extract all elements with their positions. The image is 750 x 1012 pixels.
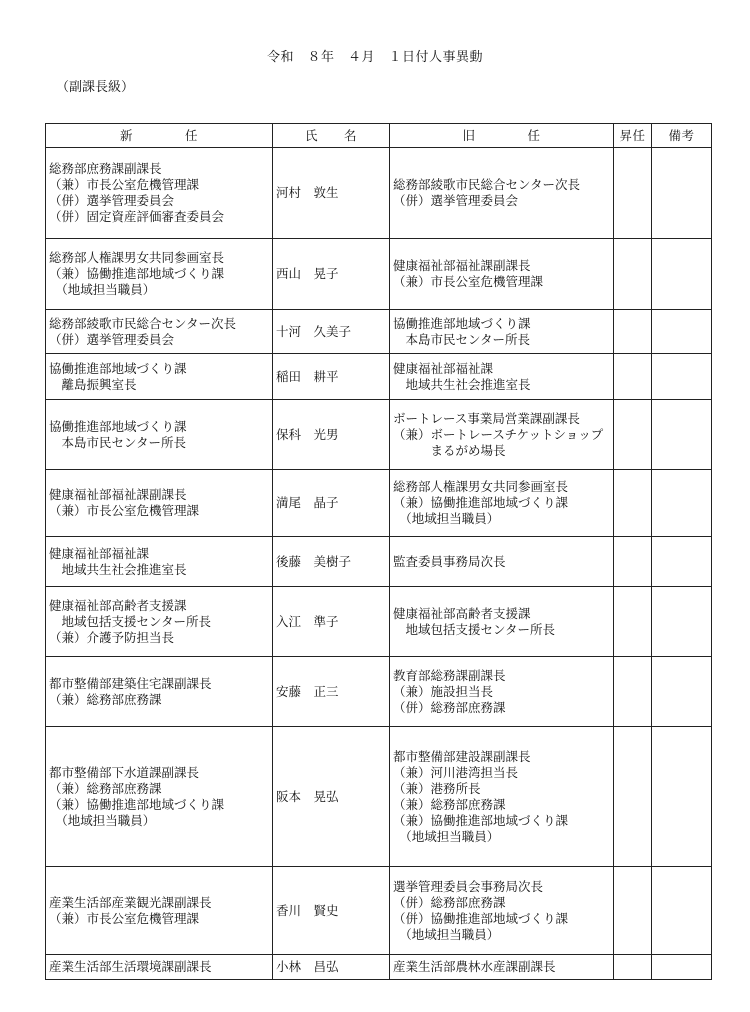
promotion-cell (614, 400, 652, 470)
table-row (46, 955, 712, 980)
remarks-cell (652, 867, 712, 955)
old-post-cell: 選挙管理委員会事務局次長 （併）総務部庶務課 （併）協働推進部地域づくり課 （地域担当職員） (390, 867, 614, 955)
header-promotion: 昇任 (614, 124, 652, 148)
remarks-cell (652, 470, 712, 537)
name-cell: 香川 賢史 (273, 867, 390, 955)
table-row (46, 587, 712, 657)
remarks-cell (652, 727, 712, 867)
new-post-cell: 健康福祉部福祉課副課長 （兼）市長公室危機管理課 (46, 470, 273, 537)
old-post-cell: 総務部人権課男女共同参画室長 （兼）協働推進部地域づくり課 （地域担当職員） (390, 470, 614, 537)
table-row (46, 239, 712, 310)
header-new-post: 新 任 (46, 124, 273, 148)
promotion-cell (614, 537, 652, 587)
old-post-cell: 教育部総務課副課長 （兼）施設担当長 （併）総務部庶務課 (390, 657, 614, 727)
promotion-cell (614, 354, 652, 400)
header-remarks: 備考 (652, 124, 712, 148)
name-cell: 十河 久美子 (273, 310, 390, 354)
new-post-cell: 健康福祉部高齢者支援課 地域包括支援センター所長 （兼）介護予防担当長 (46, 587, 273, 657)
name-cell: 阪本 晃弘 (273, 727, 390, 867)
remarks-cell (652, 955, 712, 980)
new-post-cell: 産業生活部産業観光課副課長 （兼）市長公室危機管理課 (46, 867, 273, 955)
table-row (46, 310, 712, 354)
document-title: 令和 ８年 ４月 １日付人事異動 (266, 50, 483, 65)
table-row (46, 470, 712, 537)
new-post-cell: 協働推進部地域づくり課 本島市民センター所長 (46, 400, 273, 470)
grade-label: （副課長級） (56, 80, 135, 95)
new-post-cell: 総務部人権課男女共同参画室長 （兼）協働推進部地域づくり課 （地域担当職員） (46, 239, 273, 310)
name-cell: 稲田 耕平 (273, 354, 390, 400)
promotion-cell (614, 239, 652, 310)
new-post-cell: 都市整備部建築住宅課副課長 （兼）総務部庶務課 (46, 657, 273, 727)
promotion-cell (614, 955, 652, 980)
old-post-cell: 健康福祉部福祉課副課長 （兼）市長公室危機管理課 (390, 239, 614, 310)
name-cell: 小林 昌弘 (273, 955, 390, 980)
old-post-cell: 健康福祉部高齢者支援課 地域包括支援センター所長 (390, 587, 614, 657)
remarks-cell (652, 239, 712, 310)
old-post-cell: ボートレース事業局営業課副課長 （兼）ボートレースチケットショップ まるがめ場長 (390, 400, 614, 470)
promotion-cell (614, 727, 652, 867)
promotion-cell (614, 310, 652, 354)
new-post-cell: 協働推進部地域づくり課 離島振興室長 (46, 354, 273, 400)
promotion-cell (614, 867, 652, 955)
remarks-cell (652, 310, 712, 354)
remarks-cell (652, 657, 712, 727)
new-post-cell: 都市整備部下水道課副課長 （兼）総務部庶務課 （兼）協働推進部地域づくり課 （地域担当職員） (46, 727, 273, 867)
remarks-cell (652, 587, 712, 657)
old-post-cell: 健康福祉部福祉課 地域共生社会推進室長 (390, 354, 614, 400)
remarks-cell (652, 148, 712, 239)
name-cell: 西山 晃子 (273, 239, 390, 310)
name-cell: 安藤 正三 (273, 657, 390, 727)
old-post-cell: 都市整備部建設課副課長 （兼）河川港湾担当長 （兼）港務所長 （兼）総務部庶務課 （兼）協働推進部地域づくり課 （地域担当職員） (390, 727, 614, 867)
name-cell: 入江 準子 (273, 587, 390, 657)
remarks-cell (652, 537, 712, 587)
remarks-cell (652, 354, 712, 400)
promotion-cell (614, 587, 652, 657)
personnel-table (45, 123, 712, 980)
header-old-post: 旧 任 (390, 124, 614, 148)
table-row (46, 867, 712, 955)
new-post-cell: 総務部庶務課副課長 （兼）市長公室危機管理課 （併）選挙管理委員会 （併）固定資産評価審査委員会 (46, 148, 273, 239)
name-cell: 河村 敦生 (273, 148, 390, 239)
promotion-cell (614, 470, 652, 537)
old-post-cell: 監査委員事務局次長 (390, 537, 614, 587)
promotion-cell (614, 148, 652, 239)
old-post-cell: 総務部綾歌市民総合センター次長 （併）選挙管理委員会 (390, 148, 614, 239)
header-name: 氏 名 (273, 124, 390, 148)
name-cell: 満尾 晶子 (273, 470, 390, 537)
table-row (46, 354, 712, 400)
promotion-cell (614, 657, 652, 727)
name-cell: 後藤 美樹子 (273, 537, 390, 587)
new-post-cell: 健康福祉部福祉課 地域共生社会推進室長 (46, 537, 273, 587)
table-row (46, 657, 712, 727)
old-post-cell: 協働推進部地域づくり課 本島市民センター所長 (390, 310, 614, 354)
table-header-row (46, 124, 712, 148)
old-post-cell: 産業生活部農林水産課副課長 (390, 955, 614, 980)
table-row (46, 537, 712, 587)
name-cell: 保科 光男 (273, 400, 390, 470)
table-row (46, 400, 712, 470)
table-row (46, 148, 712, 239)
table-row (46, 727, 712, 867)
new-post-cell: 産業生活部生活環境課副課長 (46, 955, 273, 980)
new-post-cell: 総務部綾歌市民総合センター次長 （併）選挙管理委員会 (46, 310, 273, 354)
remarks-cell (652, 400, 712, 470)
